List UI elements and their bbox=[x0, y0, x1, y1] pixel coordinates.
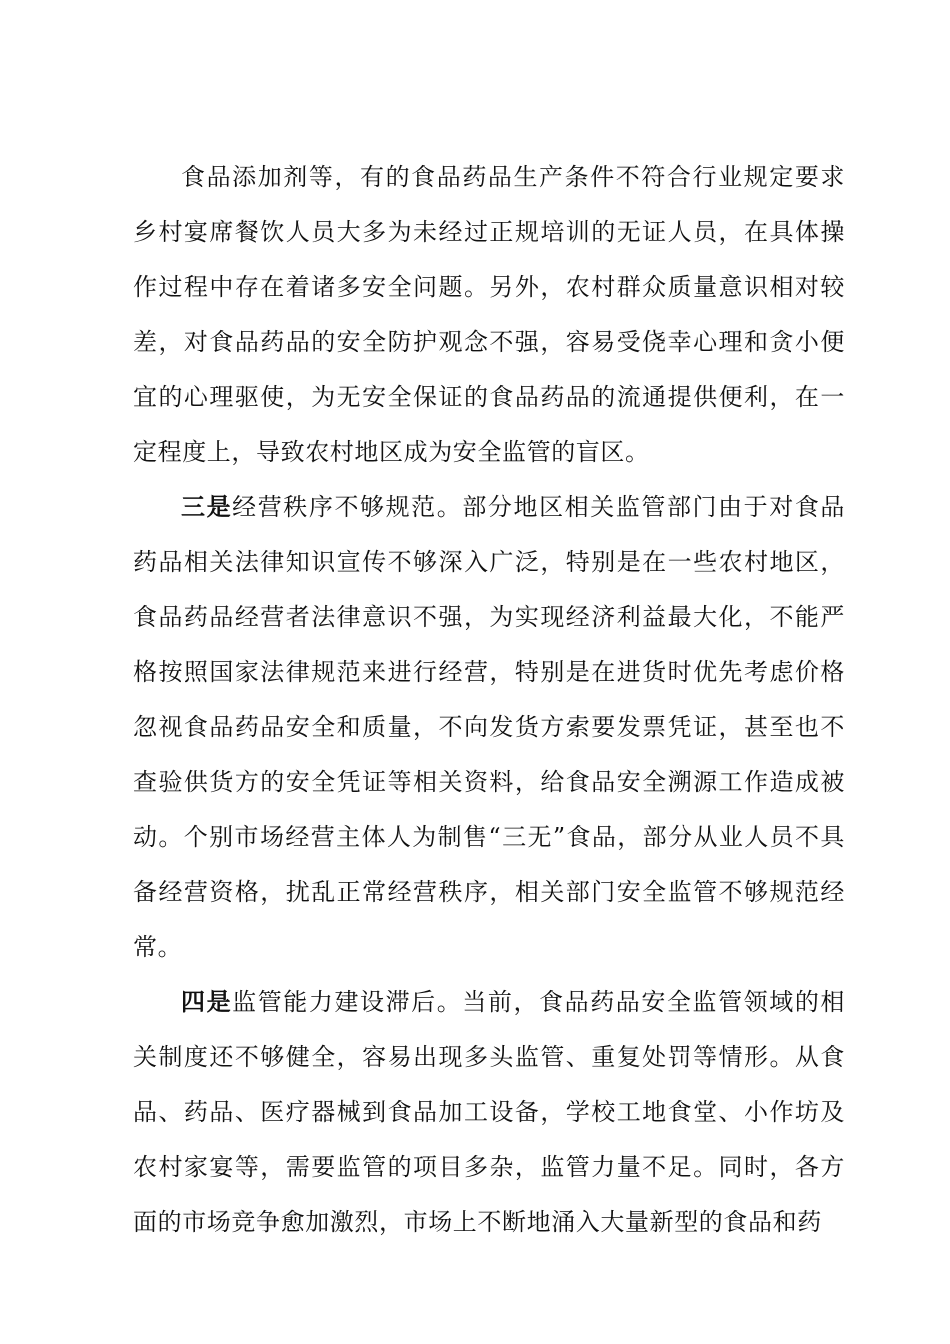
paragraph-2 bbox=[133, 480, 845, 975]
paragraph-2-text: 经营秩序不够规范。部分地区相关监管部门由于对食品药品相关法律知识宣传不够深入广泛，特别是在一些农村地区，食品药品经营者法律意识不强，为实现经济利益最大化，不能严格按照国家法律规范来进行经营，特别是在进货时优先考虑价格忽视食品药品安全和质量，不向发货方索要发票凭证，甚至也不查验供货方的安全凭证等相关资料，给食品安全溯源工作造成被动。个别市场经营主体人为制售“三无”食品，部分从业人员不具备经营资格，扰乱正常经营秩序，相关部门安全监管不够规范经常。 bbox=[133, 493, 845, 961]
paragraph-1 bbox=[133, 150, 845, 480]
paragraph-1-text: 食品添加剂等，有的食品药品生产条件不符合行业规定要求乡村宴席餐饮人员大多为未经过正规培训的无证人员，在具体操作过程中存在着诸多安全问题。另外，农村群众质量意识相对较差，对食品药品的安全防护观念不强，容易受侥幸心理和贪小便宜的心理驱使，为无安全保证的食品药品的流通提供便利，在一定程度上，导致农村地区成为安全监管的盲区。 bbox=[133, 163, 845, 466]
paragraph-3-text: 监管能力建设滞后。当前，食品药品安全监管领域的相关制度还不够健全，容易出现多头监管、重复处罚等情形。从食品、药品、医疗器械到食品加工设备，学校工地食堂、小作坊及农村家宴等，需要监管的项目多杂，监管力量不足。同时，各方面的市场竞争愈加激烈，市场上不断地涌入大量新型的食品和药 bbox=[133, 988, 845, 1236]
paragraph-3-lead: 四是 bbox=[181, 988, 233, 1016]
paragraph-3 bbox=[133, 975, 845, 1250]
paragraph-2-lead: 三是 bbox=[181, 493, 233, 521]
document-body bbox=[133, 150, 845, 1250]
